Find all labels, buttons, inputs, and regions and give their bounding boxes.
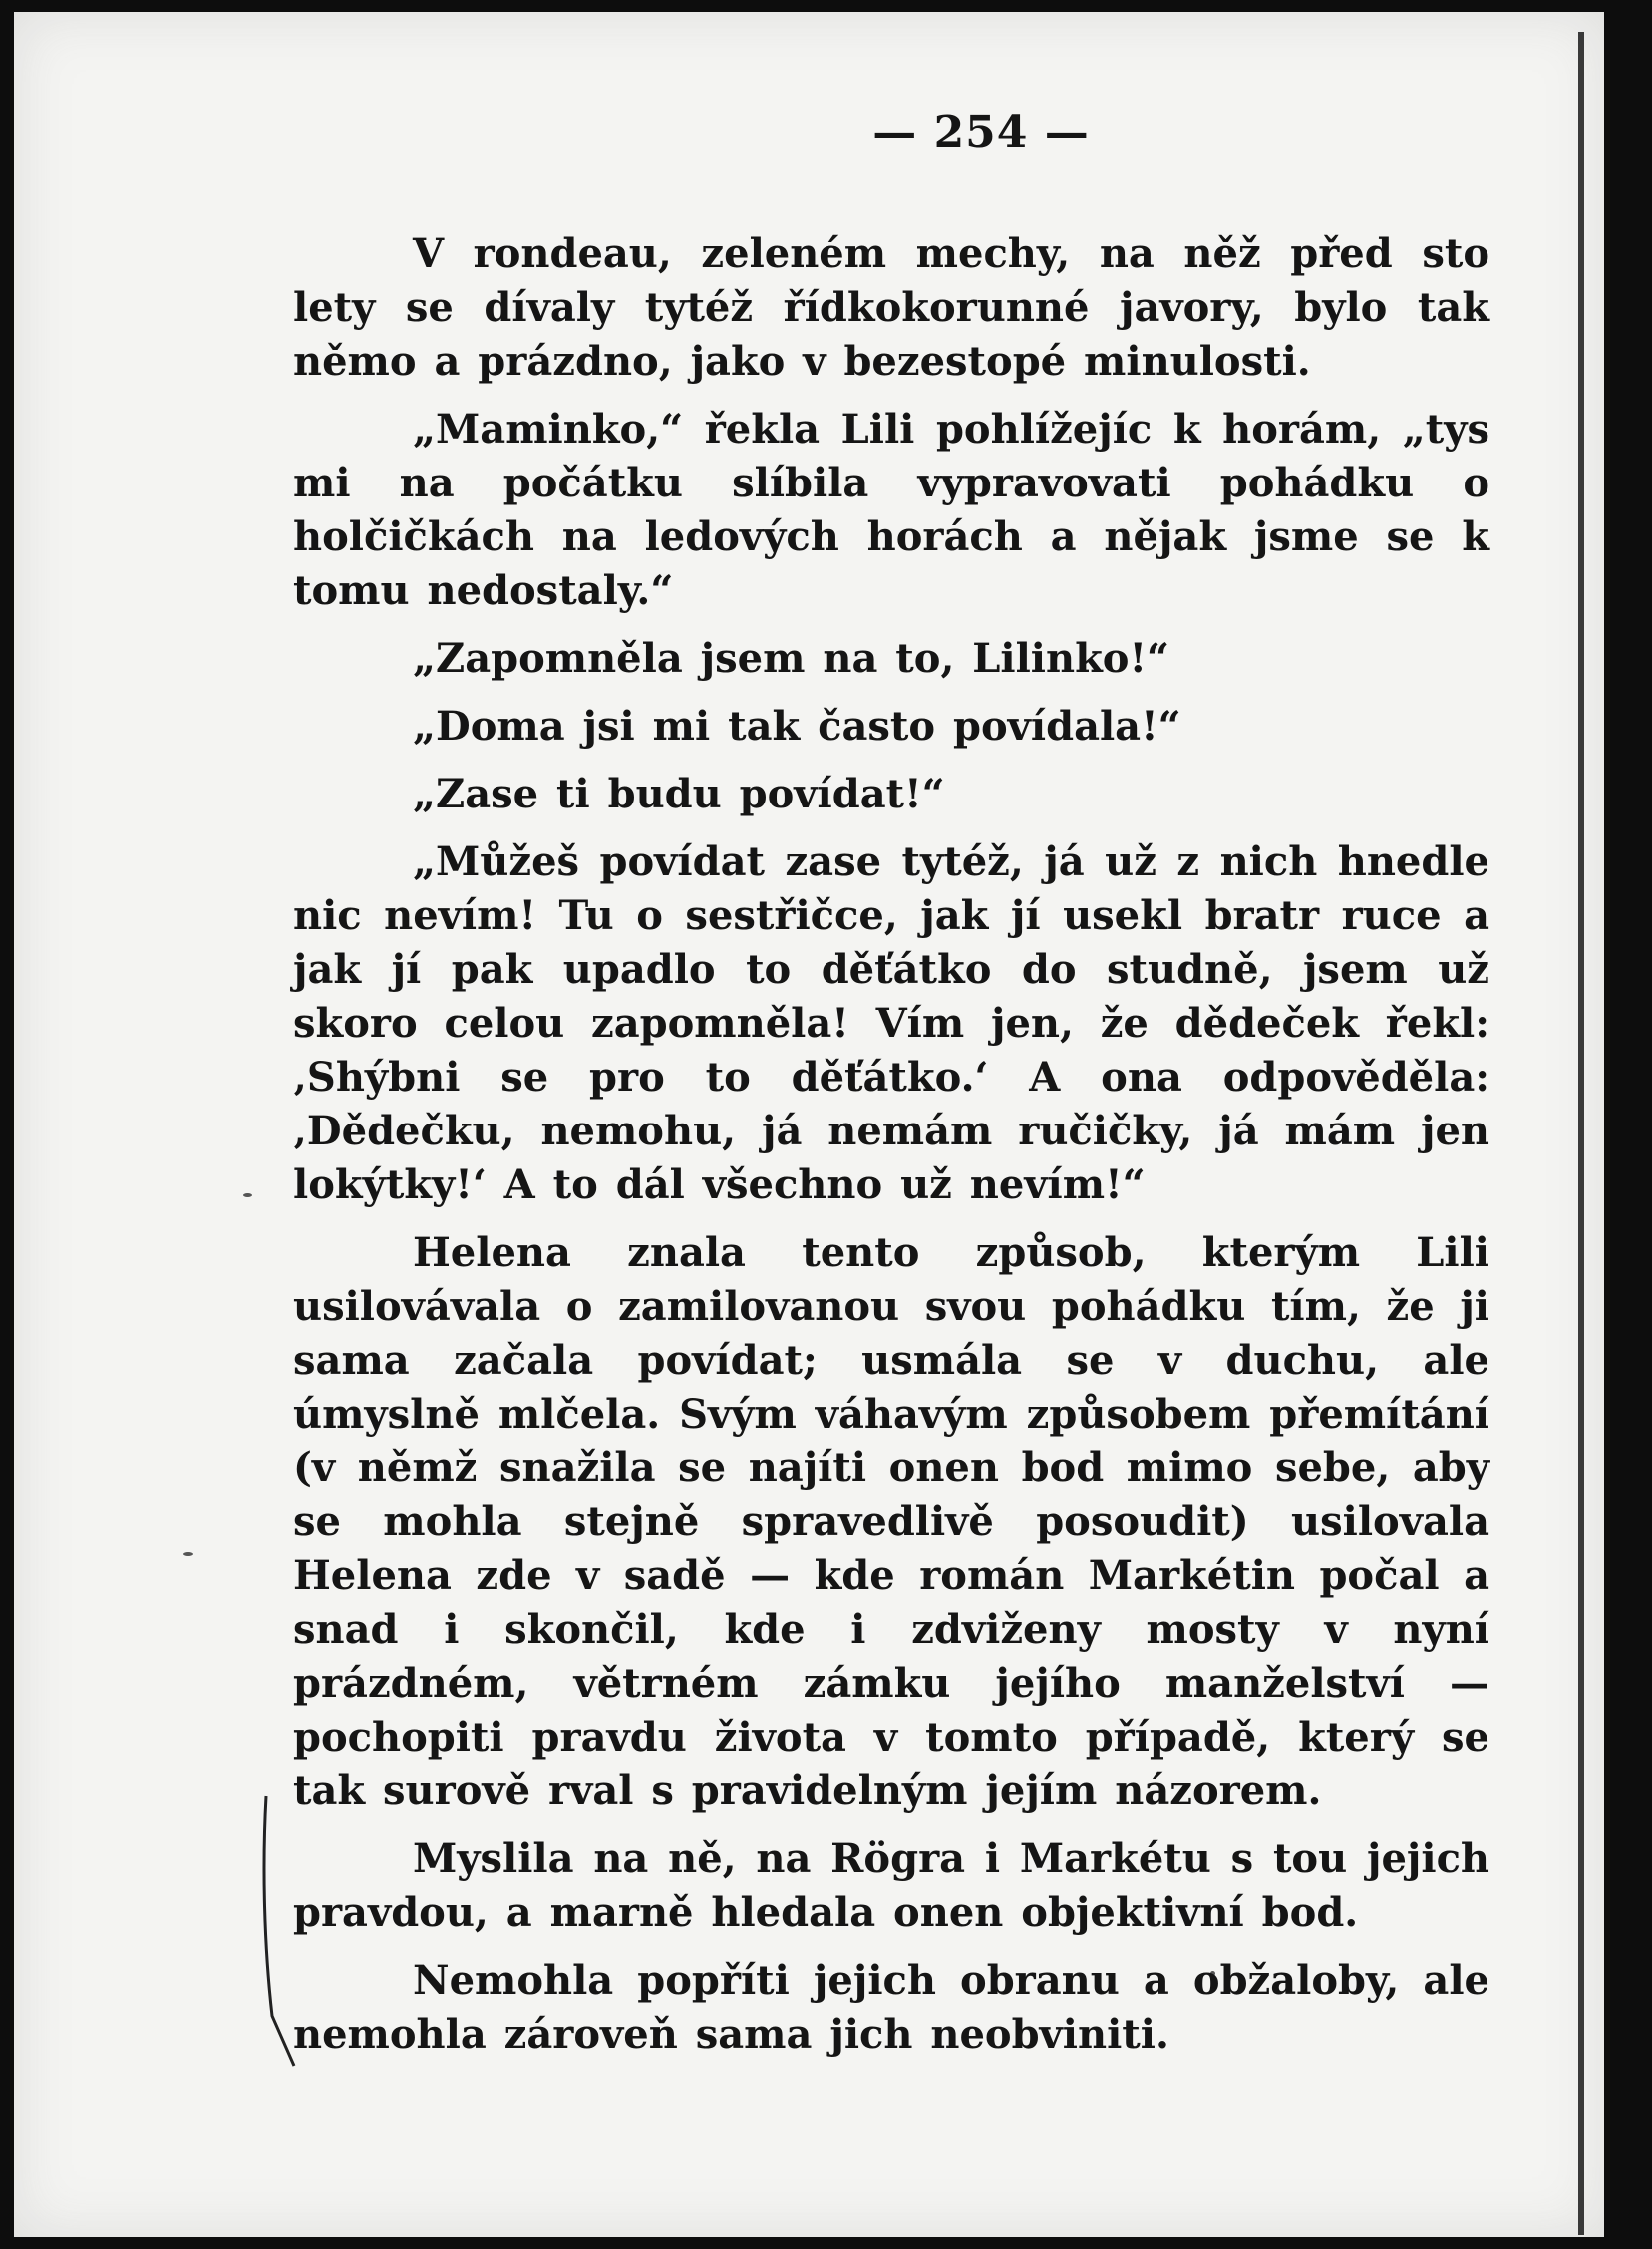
- paragraph: Myslila na ně, na Rögra i Markétu s tou jejich pravdou, a marně hledala onen objektivní bod.: [293, 1835, 1489, 1936]
- paragraph: „Maminko,“ řekla Lili pohlížejíc k horám, „tys mi na počátku slíbila vypravovati pohádku o holčičkách na ledových horách a nějak jsme se k tomu nedostaly.“: [293, 406, 1489, 614]
- book-page: [14, 12, 1604, 2237]
- paragraph: „Zase ti budu povídat!“: [413, 771, 945, 817]
- pencil-margin-mark: [258, 1786, 298, 2086]
- paragraph: V rondeau, zeleném mechy, na něž před sto lety se dívaly tytéž řídkokorunné javory, bylo tak němo a prázdno, jako v bezestopé minulosti.: [293, 230, 1489, 385]
- dust-speck: [243, 1193, 252, 1197]
- paragraph: Nemohla popříti jejich obranu a obžaloby, ale nemohla zároveň sama jich neobviniti.: [293, 1957, 1489, 2058]
- paragraph: „Zapomněla jsem na to, Lilinko!“: [413, 635, 1170, 682]
- page-edge-shadow: [1578, 32, 1584, 2235]
- paragraph: Helena znala tento způsob, kterým Lili usilovávala o zamilovanou svou pohádku tím, že ji sama začala povídat; usmála se v duchu, ale úmyslně mlčela. Svým váhavým způsobem přemítání (v němž snažila se najíti onen bod mimo sebe, aby se mohla stejně spravedlivě posoudit) usilovala Helena zde v sadě — kde román Markétin počal a snad i skončil, kde i zdviženy mosty v nyní prázdném, větrném zámku jejího manželství — pochopiti pravdu života v tomto případě, který se tak surově rval s pravidelným jejím názorem.: [293, 1229, 1489, 1814]
- paragraph: „Doma jsi mi tak často povídala!“: [413, 703, 1181, 750]
- paragraph: „Můžeš povídat zase tytéž, já už z nich hnedle nic nevím! Tu o sestřičce, jak jí usekl bratr ruce a jak jí pak upadlo to děťátko do studně, jsem už skoro celou zapomněla! Vím jen, že dědeček řekl: ‚Shýbni se pro to děťátko.‘ A ona odpověděla: ‚Dědečku, nemohu, já nemám ručičky, já mám jen lokýtky!‘ A to dál všechno už nevím!“: [293, 838, 1489, 1208]
- dust-speck: [183, 1552, 193, 1556]
- page-text: [293, 107, 1489, 2076]
- page-number: — 254 —: [872, 107, 1090, 158]
